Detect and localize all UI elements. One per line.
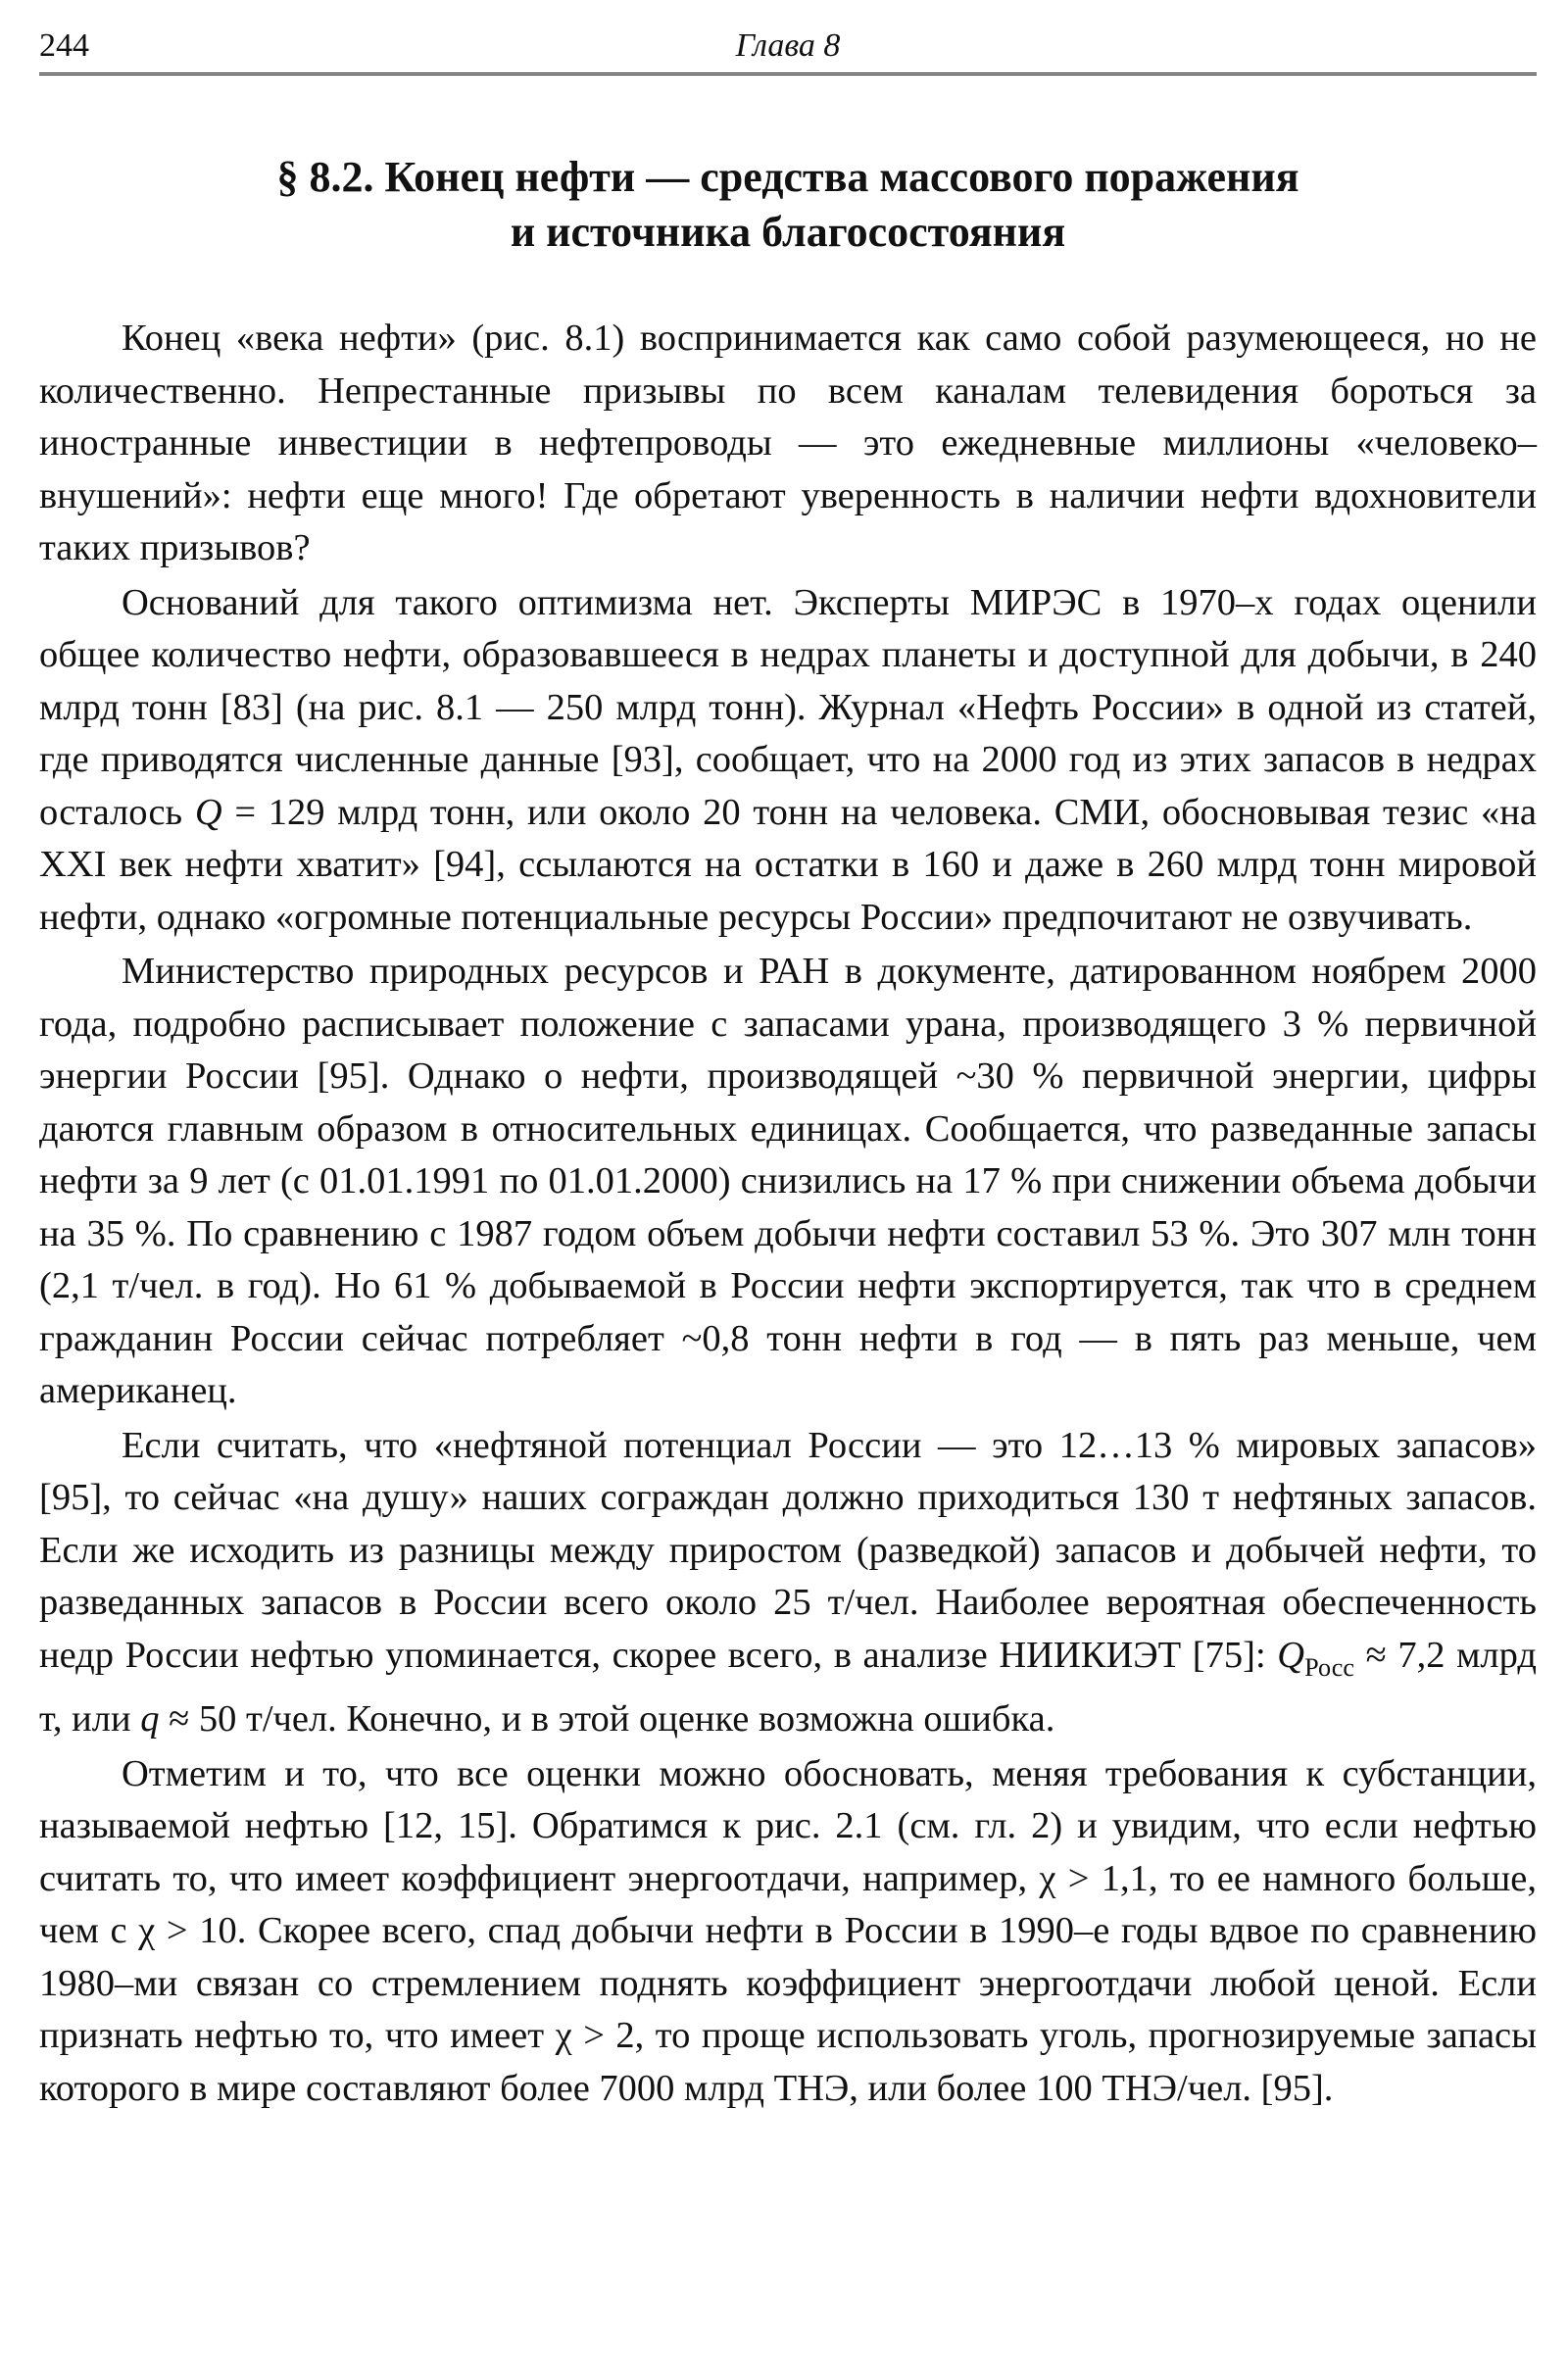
running-header [39,24,1537,75]
paragraph-4-text-b: ≈ 7,2 млрд т, или [39,1634,1537,1740]
variable-q-ross: Q [1277,1634,1305,1676]
paragraph-4-text-a: Если считать, что «нефтяной потенциал России — это 12…13 % мировых запасов» [95], то сейчас «на душу» наших сограждан должно приходиться 130 т нефтяных запасов. Если же исходить из разницы между приростом (разведкой) запасов и добычей нефти, то разведанных запасов в России всего около 25 т/чел. Наиболее вероятная обеспеченность недр России нефтью упоминается, скорее всего, в анализе НИИКИЭТ [75]: [39,1424,1537,1676]
paragraph-2-text-b: = 129 млрд тонн, или около 20 тонн на человека. СМИ, обосновывая тезис «на XXI век нефти хватит» [94], ссылаются на остатки в 160 и даже в 260 млрд тонн мировой нефти, однако «огромные потенциальные ресурсы России» предпочитают не озвучивать. [39,791,1537,938]
section-title-line-2: и источника благосостояния [510,208,1066,256]
section-title [39,150,1537,260]
paragraph-5: Отметим и то, что все оценки можно обосновать, меняя требования к субстанции, называемой нефтью [12, 15]. Обратимся к рис. 2.1 (см. гл. 2) и увидим, что если нефтью считать то, что имеет коэффициент энергоотдачи, например, χ > 1,1, то ее намного больше, чем с χ > 10. Скорее всего, спад добычи нефти в России в 1990–е годы вдвое по сравнению 1980–ми связан со стремлением поднять коэффициент энергоотдачи любой ценой. Если признать нефтью то, что имеет χ > 2, то проще использовать уголь, прогнозируемые запасы которого в мире составляют более 7000 млрд ТНЭ, или более 100 ТНЭ/чел. [95]. [39,1752,1537,2109]
section-title-line-1: § 8.2. Конец нефти — средства массового поражения [276,153,1299,201]
subscript-ross: Росс [1304,1652,1354,1682]
variable-small-q: q [140,1698,160,1740]
paragraph-4-text-c: ≈ 50 т/чел. Конечно, и в этой оценке возможна ошибка. [159,1698,1055,1740]
chapter-title: Глава 8 [735,27,841,64]
paragraph-2-text-a: Оснований для такого оптимизма нет. Эксперты МИРЭС в 1970–х годах оценили общее количество нефти, образовавшееся в недрах планеты и доступной для добычи, в 240 млрд тонн [83] (на рис. 8.1 — 250 млрд тонн). Журнал «Нефть России» в одной из статей, где приводятся численные данные [93], сообщает, что на 2000 год из этих запасов в недрах осталось [39,581,1537,833]
paragraph-2 [39,577,1537,945]
paragraph-4 [39,1420,1537,1746]
book-page [39,24,1537,2117]
paragraph-1: Конец «века нефти» (рис. 8.1) воспринимается как само собой разумеющееся, но не количественно. Непрестанные призывы по всем каналам телевидения бороться за иностранные инвестиции в нефтепроводы — это ежедневные миллионы «человеко–внушений»: нефти еще много! Где обретают уверенность в наличии нефти вдохновители таких призывов? [39,318,1537,568]
body-text [39,313,1537,2115]
paragraph-3: Министерство природных ресурсов и РАН в документе, датированном ноябрем 2000 года, подробно расписывает положение с запасами урана, производящего 3 % первичной энергии России [95]. Однако о нефти, производящей ~30 % первичной энергии, цифры даются главным образом в относительных единицах. Сообщается, что разведанные запасы нефти за 9 лет (с 01.01.1991 по 01.01.2000) снизились на 17 % при снижении объема добычи на 35 %. По сравнению с 1987 годом объем добычи нефти составил 53 %. Это 307 млн тонн (2,1 т/чел. в год). Но 61 % добываемой в России нефти экспортируется, так что в среднем гражданин России сейчас потребляет ~0,8 тонн нефти в год — в пять раз меньше, чем американец. [39,951,1537,1411]
page-number: 244 [39,27,89,64]
variable-q: Q [194,791,222,833]
